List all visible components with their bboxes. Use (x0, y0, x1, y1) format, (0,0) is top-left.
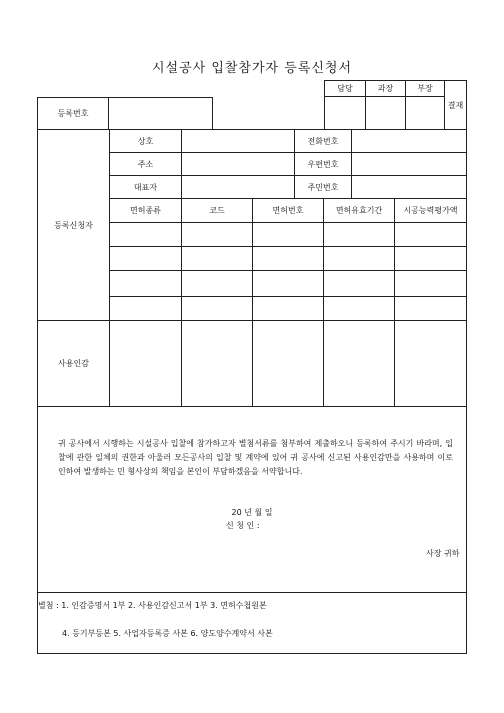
page-title: 시설공사 입찰참가자 등록신청서 (151, 61, 353, 76)
phone-label: 전화번호 (307, 136, 339, 146)
license-type-header: 면허종류 (130, 206, 161, 215)
applicant-signature-line: 신 청 인 : (226, 521, 260, 530)
representative-label: 대표자 (133, 182, 158, 192)
approval-role-director: 부장 (417, 84, 433, 93)
construction-capacity-header: 시공능력평가액 (403, 206, 458, 215)
approval-role-staff: 담당 (337, 84, 353, 93)
license-validity-header: 면허유효기간 (335, 206, 383, 215)
postal-label: 우편번호 (307, 159, 339, 169)
resident-id-label: 주민번호 (307, 182, 339, 192)
company-label: 상호 (137, 136, 154, 146)
registration-number-label: 등록번호 (57, 109, 89, 118)
registration-number-field[interactable] (109, 98, 212, 129)
address-label: 주소 (137, 159, 154, 169)
attachments-line-1: 별첨 : 1. 인감증명서 1부 2. 사용인감신고서 1부 3. 면허수첩원본 (38, 601, 267, 610)
seal-label: 사용인감 (58, 359, 89, 368)
attachments-line-2: 4. 등기부등본 5. 사업자등록증 사본 6. 양도양수계약서 사본 (62, 629, 273, 638)
license-number-header: 면허번호 (272, 206, 304, 215)
applicant-section-label: 등록신청자 (54, 220, 93, 230)
approval-role-manager: 과장 (377, 84, 394, 93)
representative-field[interactable] (182, 176, 294, 198)
phone-field[interactable] (352, 130, 466, 152)
license-code-header: 코드 (209, 206, 225, 215)
resident-id-field[interactable] (352, 176, 466, 198)
pledge-statement: 귀 공사에서 시행하는 시설공사 입찰에 참가하고자 별첨서류를 첨부하여 제출하오니 등록하여 주시기 바라며, 입찰에 관한 일체의 권한과 아울러 모든공사의 입찰 및 계약에 있어 귀 공사에 신고된 사용인감만을 사용하며 이로 인하여 발생하는 민 형사상의 책임을 본인이 부담하겠음을 서약합니다. (58, 439, 453, 476)
company-field[interactable] (182, 130, 294, 152)
approval-label: 결재 (447, 100, 464, 110)
addressee: 사장 귀하 (426, 549, 460, 558)
date-line: 20 년 월 일 (231, 508, 273, 517)
postal-field[interactable] (352, 153, 466, 175)
address-field[interactable] (182, 153, 294, 175)
